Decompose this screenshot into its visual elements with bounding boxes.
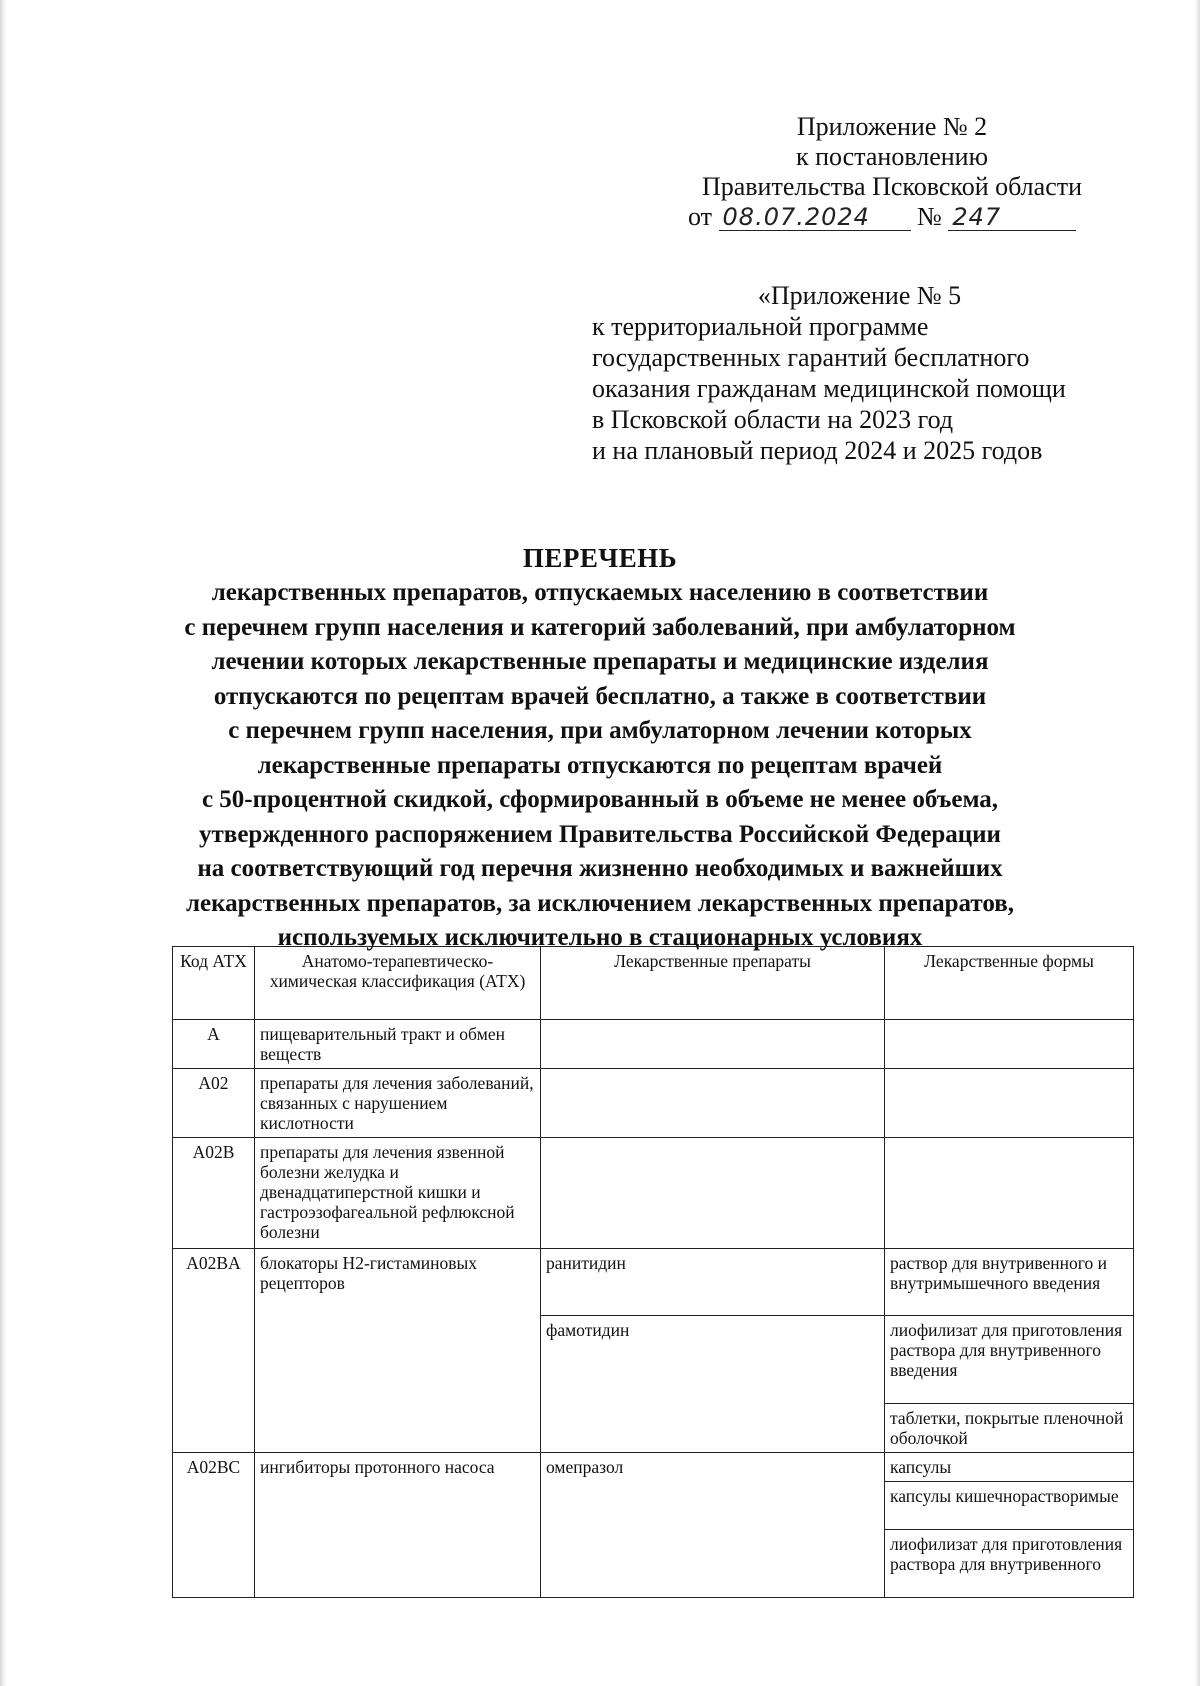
- subtitle-line: отпускаются по рецептам врачей бесплатно, а также в соответствии: [213, 682, 987, 710]
- subtitle-line: лечении которых лекарственные препараты и медицинские изделия: [211, 648, 989, 675]
- cell-code: A: [173, 1020, 255, 1069]
- cell-form: [885, 1138, 1134, 1249]
- cell-form: лиофилизат для приготовления раствора для внутривенного: [885, 1530, 1134, 1598]
- cell-form: [885, 1069, 1134, 1138]
- document-subtitle: [130, 576, 1070, 956]
- scan-edge-right: [1194, 0, 1200, 1686]
- cell-form: капсулы: [885, 1453, 1134, 1482]
- approval-date-line: [672, 202, 1112, 232]
- cell-form: капсулы кишечнорастворимые: [885, 1482, 1134, 1530]
- cell-classification: блокаторы H2-гистаминовых рецепторов: [255, 1249, 541, 1453]
- subtitle-line: лекарственных препаратов, за исключением лекарственных препаратов,: [185, 889, 1014, 917]
- table-row: [173, 1249, 1134, 1316]
- cell-drug: [541, 1069, 885, 1138]
- annex-line-2: государственных гарантий бесплатного: [592, 343, 1030, 372]
- cell-classification: препараты для лечения заболеваний, связанных с нарушением кислотности: [255, 1069, 541, 1138]
- approval-line-2: к постановлению: [795, 142, 989, 171]
- cell-classification: препараты для лечения язвенной болезни желудка и двенадцатиперстной кишки и гастроэзофагеальной рефлюксной болезни: [255, 1138, 541, 1249]
- annex-line-5: и на плановый период 2024 и 2025 годов: [592, 436, 1043, 465]
- header-drugs: Лекарственные препараты: [541, 947, 885, 1020]
- document-title: ПЕРЕЧЕНЬ: [522, 543, 678, 573]
- cell-code: A02BA: [173, 1249, 255, 1453]
- cell-drug: [541, 1020, 885, 1069]
- cell-classification: пищеварительный тракт и обмен веществ: [255, 1020, 541, 1069]
- cell-drug: омепразол: [541, 1453, 885, 1598]
- table-row: [173, 1453, 1134, 1482]
- cell-form: раствор для внутривенного и внутримышечного введения: [885, 1249, 1134, 1316]
- cell-code: A02BC: [173, 1453, 255, 1598]
- cell-form: таблетки, покрытые пленочной оболочкой: [885, 1404, 1134, 1453]
- header-classification: Анатомо-терапевтическо-химическая классификация (АТХ): [255, 947, 541, 1020]
- table-row: [173, 1020, 1134, 1069]
- annex-block: [592, 280, 1127, 466]
- cell-code: A02B: [173, 1138, 255, 1249]
- handwritten-number: 247: [948, 204, 1076, 231]
- subtitle-line: лекарственных препаратов, отпускаемых населению в соответствии: [211, 579, 989, 606]
- subtitle-line: утвержденного распоряжением Правительства Российской Федерации: [199, 820, 1001, 848]
- subtitle-line: с 50-процентной скидкой, сформированный в объеме не менее объема,: [201, 786, 999, 813]
- drug-table: [172, 946, 1134, 1598]
- annex-line-3: оказания гражданам медицинской помощи: [592, 374, 1066, 403]
- approval-line-3: Правительства Псковской области: [701, 172, 1083, 201]
- cell-form: [885, 1020, 1134, 1069]
- header-forms: Лекарственные формы: [885, 947, 1134, 1020]
- cell-code: A02: [173, 1069, 255, 1138]
- approval-line-1: Приложение № 2: [796, 112, 988, 141]
- number-sign: №: [917, 202, 942, 231]
- subtitle-line: с перечнем групп населения и категорий заболеваний, при амбулаторном: [184, 613, 1016, 641]
- annex-line-4: в Псковской области на 2023 год: [592, 405, 954, 434]
- table-header-row: [173, 947, 1134, 1020]
- handwritten-date: 08.07.2024: [719, 204, 911, 231]
- cell-classification: ингибиторы протонного насоса: [255, 1453, 541, 1598]
- subtitle-line: используемых исключительно в стационарных условиях: [277, 924, 923, 951]
- annex-line-1: к территориальной программе: [592, 312, 929, 341]
- approval-block: [672, 112, 1112, 232]
- cell-drug: [541, 1138, 885, 1249]
- cell-drug: фамотидин: [541, 1316, 885, 1453]
- header-code: Код АТХ: [173, 947, 255, 1020]
- subtitle-line: на соответствующий год перечня жизненно необходимых и важнейших: [197, 855, 1003, 882]
- cell-form: лиофилизат для приготовления раствора для внутривенного введения: [885, 1316, 1134, 1404]
- table-row: [173, 1069, 1134, 1138]
- annex-title: «Приложение № 5: [757, 281, 962, 310]
- document-title-block: [130, 542, 1070, 956]
- subtitle-line: лекарственные препараты отпускаются по рецептам врачей: [257, 751, 943, 779]
- subtitle-line: с перечнем групп населения, при амбулаторном лечении которых: [228, 717, 972, 744]
- date-prefix: от: [688, 202, 713, 231]
- cell-drug: ранитидин: [541, 1249, 885, 1316]
- scan-edge-left: [0, 0, 7, 1686]
- table-row: [173, 1138, 1134, 1249]
